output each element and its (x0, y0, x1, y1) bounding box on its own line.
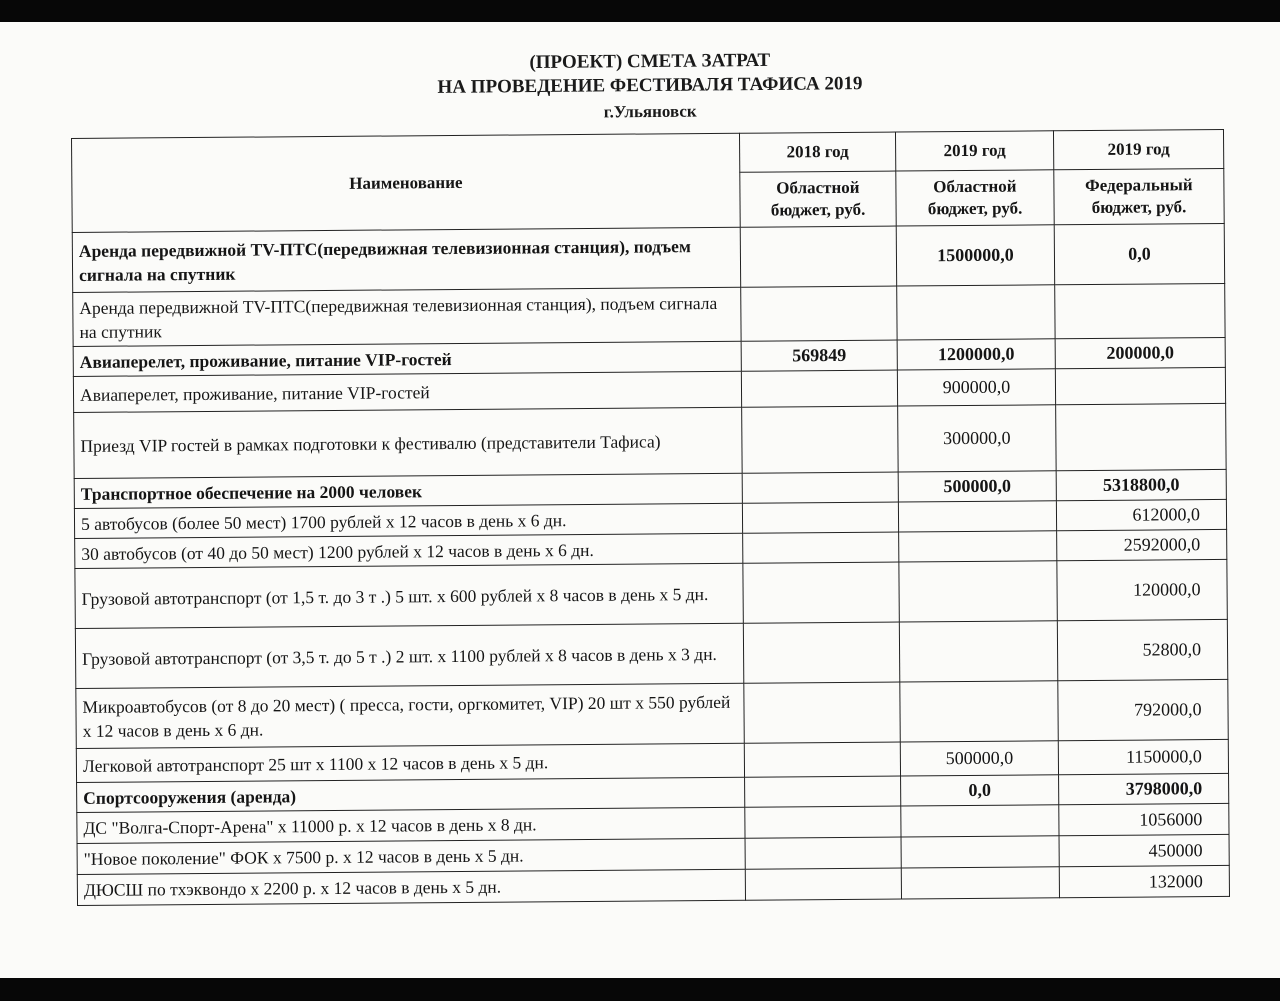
cell-2019-regional: 300000,0 (898, 405, 1057, 472)
cell-2019-federal: 132000 (1059, 865, 1229, 897)
cell-2018 (744, 682, 900, 743)
cell-2019-regional (900, 681, 1058, 742)
cell-2019-federal (1056, 403, 1227, 470)
cell-2018 (745, 806, 901, 838)
header-2019-regional-budget: Областной бюджет, руб. (896, 170, 1054, 226)
header-year-2019-regional: 2019 год (895, 131, 1053, 171)
row-name: 30 автобусов (от 40 до 50 мест) 1200 рублей х 12 часов в день х 6 дн. (75, 533, 743, 568)
cell-2018 (741, 370, 897, 407)
cell-2019-federal: 1150000,0 (1058, 739, 1228, 774)
scan-bottom-border (0, 978, 1280, 1001)
cell-2018 (740, 226, 896, 287)
cell-2018 (741, 286, 897, 341)
row-name: Микроавтобусов (от 8 до 20 мест) ( пресса, гости, оргкомитет, VIP) 20 шт х 550 рублей х 12 часов в день х 6 дн. (76, 683, 744, 748)
cell-2019-regional: 0,0 (901, 775, 1059, 806)
cell-2018 (745, 868, 901, 900)
cell-2019-federal: 450000 (1059, 834, 1229, 866)
table-row (75, 619, 1227, 688)
header-year-2018: 2018 год (739, 132, 895, 172)
table-row (73, 283, 1225, 346)
title-city: г.Ульяновск (603, 101, 697, 122)
cell-2018 (745, 837, 901, 869)
table-row (72, 223, 1224, 292)
title-line-1: (ПРОЕКТ) СМЕТА ЗАТРАТ (529, 49, 771, 74)
row-name: ДЮСШ по тхэквондо х 2200 р. х 12 часов в день х 5 дн. (77, 869, 745, 905)
row-name: Легковой автотранспорт 25 шт х 1100 х 12 часов в день х 5 дн. (76, 743, 744, 782)
cell-2018 (744, 742, 900, 777)
cell-2019-regional (901, 867, 1059, 899)
row-name: ДС "Волга-Спорт-Арена" х 11000 р. х 12 часов в день х 8 дн. (77, 807, 745, 843)
cell-2019-federal (1055, 367, 1225, 404)
header-year-2019-federal: 2019 год (1053, 129, 1223, 169)
cell-2019-regional: 900000,0 (897, 369, 1055, 406)
cell-2018: 569849 (741, 340, 897, 371)
row-name: Грузовой автотранспорт (от 1,5 т. до 3 т .) 5 шт. х 600 рублей х 8 часов в день х 5 дн. (75, 563, 743, 628)
row-name: 5 автобусов (более 50 мест) 1700 рублей х 12 часов в день х 6 дн. (74, 503, 742, 538)
budget-table-container (71, 129, 1229, 906)
cell-2019-federal: 792000,0 (1058, 679, 1228, 740)
row-name: "Новое поколение" ФОК х 7500 р. х 12 часов в день х 5 дн. (77, 838, 745, 874)
cell-2018 (743, 532, 899, 563)
cell-2018 (742, 406, 899, 473)
cell-2019-regional (901, 805, 1059, 837)
cell-2019-federal: 120000,0 (1057, 559, 1227, 620)
cell-2018 (743, 622, 899, 683)
row-name: Авиаперелет, проживание, питание VIP-гостей (73, 341, 741, 376)
cell-2019-federal: 5318800,0 (1056, 469, 1226, 500)
document-page (0, 22, 1280, 978)
table-row (76, 679, 1228, 748)
row-name: Авиаперелет, проживание, питание VIP-гостей (73, 371, 741, 412)
cell-2018 (742, 472, 898, 503)
cell-2019-federal: 3798000,0 (1059, 773, 1229, 804)
cell-2019-regional (899, 561, 1057, 622)
cell-2019-regional: 1500000,0 (896, 225, 1054, 286)
cell-2019-federal: 612000,0 (1056, 499, 1226, 530)
header-2019-federal-budget: Федеральный бюджет, руб. (1054, 168, 1224, 224)
row-name: Грузовой автотранспорт (от 3,5 т. до 5 т .) 2 шт. х 1100 рублей х 8 часов в день х 3 дн. (75, 623, 743, 688)
cell-2019-federal: 1056000 (1059, 803, 1229, 835)
budget-table (71, 129, 1230, 906)
cell-2018 (742, 502, 898, 533)
header-2018-regional-budget: Областной бюджет, руб. (740, 171, 896, 227)
document-title (280, 47, 1021, 127)
row-name: Спортсооружения (аренда) (77, 777, 745, 812)
cell-2019-federal: 200000,0 (1055, 337, 1225, 368)
header-name: Наименование (72, 133, 741, 232)
cell-2019-regional: 1200000,0 (897, 339, 1055, 370)
cell-2019-regional (899, 531, 1057, 562)
cell-2019-federal (1055, 283, 1225, 338)
row-name: Аренда передвижной TV-ПТС(передвижная телевизионная станция), подъем сигнала на спутник (73, 287, 741, 346)
table-row (74, 403, 1226, 478)
cell-2018 (743, 562, 899, 623)
row-name: Транспортное обеспечение на 2000 человек (74, 473, 742, 508)
cell-2019-regional: 500000,0 (898, 471, 1056, 502)
row-name: Приезд VIP гостей в рамках подготовки к фестивалю (представители Тафиса) (74, 407, 742, 478)
cell-2019-federal: 52800,0 (1057, 619, 1227, 680)
table-row (75, 559, 1227, 628)
cell-2019-regional (897, 285, 1055, 340)
cell-2019-regional (898, 501, 1056, 532)
cell-2019-regional (901, 836, 1059, 868)
title-line-2: НА ПРОВЕДЕНИЕ ФЕСТИВАЛЯ ТАФИСА 2019 (437, 73, 863, 98)
cell-2019-regional: 500000,0 (900, 741, 1058, 776)
cell-2019-federal: 0,0 (1054, 223, 1224, 284)
cell-2019-federal: 2592000,0 (1057, 529, 1227, 560)
scan-top-border (0, 0, 1280, 22)
row-name: Аренда передвижной TV-ПТС(передвижная телевизионная станция), подъем сигнала на спутник (72, 227, 740, 292)
cell-2019-regional (899, 621, 1057, 682)
cell-2018 (745, 776, 901, 807)
